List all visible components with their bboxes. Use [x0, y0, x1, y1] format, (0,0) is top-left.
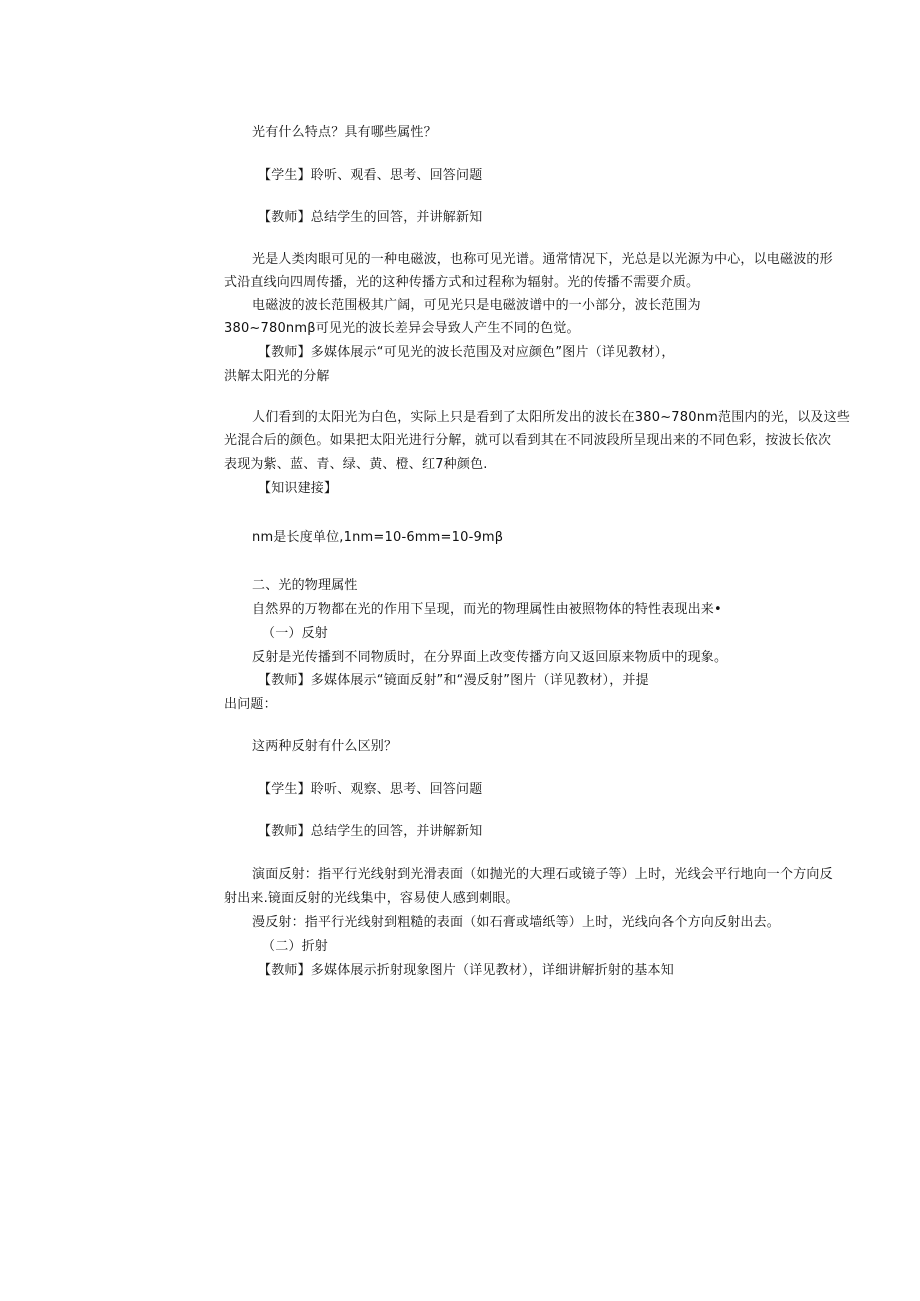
subsection-heading: （一）反射: [262, 626, 329, 641]
paragraph-line: 演面反射：指平行光线射到光滑表面（如抛光的大理石或镜子等）上时，光线会平行地向一个方向反: [252, 867, 833, 882]
paragraph-line: 光混合后的颜色。如果把太阳光进行分解，就可以看到其在不同波段所呈现出来的不同色彩，按波长依次: [224, 433, 832, 448]
section-heading: 二、光的物理属性: [252, 578, 358, 593]
teacher-line: 【教师】总结学生的回答，并讲解新知: [258, 824, 483, 839]
teacher-line: 【教师】多媒体展示“镜面反射”和“漫反射”图片（详见教材），并提: [258, 673, 649, 688]
paragraph-line: nm是长度单位,1nm=10-6mm=10-9mβ: [252, 530, 504, 545]
paragraph-line: 射出来.镜面反射的光线集中，容易使人感到刺眼。: [224, 891, 519, 906]
paragraph-line: 自然界的万物都在光的作用下呈现，而光的物理属性由被照物体的特性表现出来•: [252, 602, 722, 617]
paragraph-line: 电磁波的波长范围极其广阔，可见光只是电磁波谱中的一小部分，波长范围为: [252, 298, 701, 313]
teacher-line: 【教师】多媒体展示折射现象图片（详见教材），详细讲解折射的基本知: [258, 963, 674, 978]
paragraph-line: 人们看到的太阳光为白色，实际上只是看到了太阳所发出的波长在380~780nm范围内的光，以及这些: [252, 410, 851, 425]
knowledge-heading: 【知识建接】: [258, 481, 338, 496]
paragraph-line: 漫反射：指平行光线射到粗糙的表面（如石膏或墙纸等）上时，光线向各个方向反射出去。: [252, 915, 781, 930]
paragraph-line: 出问题：: [224, 697, 277, 712]
paragraph-line: 反射是光传播到不同物质时，在分界面上改变传播方向又返回原来物质中的现象。: [252, 650, 728, 665]
subsection-heading: （二）折射: [262, 939, 329, 954]
question-line: 这两种反射有什么区别？: [252, 739, 398, 754]
paragraph-line: 式沿直线向四周传播，光的这种传播方式和过程称为辐射。光的传播不需要介质。: [224, 275, 700, 290]
student-line: 【学生】聆听、观看、思考、回答问题: [258, 168, 483, 183]
paragraph-line: 380~780nmβ可见光的波长差异会导致人产生不同的色觉。: [224, 321, 580, 336]
question-line: 光有什么特点？具有哪些属性？: [252, 125, 437, 140]
paragraph-line: 洪解太阳光的分解: [224, 369, 330, 384]
student-line: 【学生】聆听、观察、思考、回答问题: [258, 782, 483, 797]
paragraph-line: 表现为紫、蓝、青、绿、黄、橙、红7种颜色.: [224, 457, 488, 472]
teacher-line: 【教师】多媒体展示“可见光的波长范围及对应颜色”图片（详见教材），: [258, 345, 675, 360]
teacher-line: 【教师】总结学生的回答，并讲解新知: [258, 210, 483, 225]
paragraph-line: 光是人类肉眼可见的一种电磁波，也称可见光谱。通常情况下，光总是以光源为中心，以电磁波的形: [252, 252, 833, 267]
